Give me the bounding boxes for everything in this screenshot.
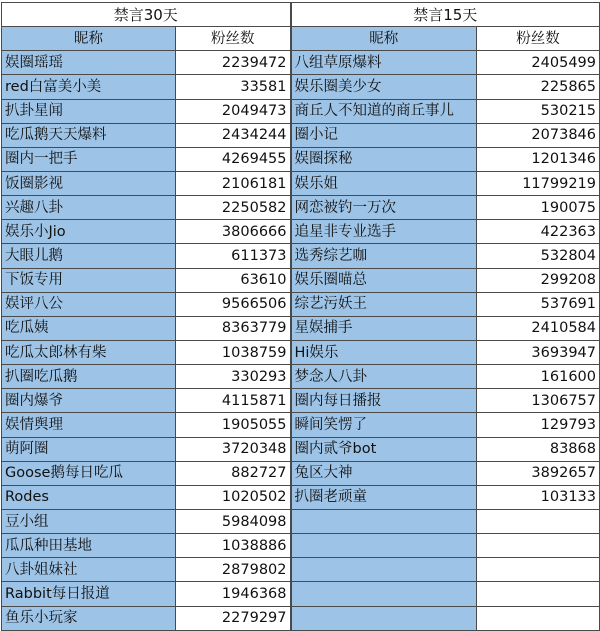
fans-count-cell-left: 330293 (176, 365, 291, 389)
nickname-cell-left: 萌阿圈 (2, 437, 176, 461)
table-row (2, 509, 600, 533)
nickname-cell-left: 鱼乐小玩家 (2, 606, 176, 630)
fans-count-cell-right: 3693947 (477, 340, 600, 364)
table-row (2, 340, 600, 364)
fans-count-cell-left: 33581 (176, 75, 291, 99)
nickname-cell-left: Goose鹅每日吃瓜 (2, 461, 176, 485)
empty-cell (477, 509, 600, 533)
empty-cell (291, 582, 477, 606)
fans-count-cell-left: 2049473 (176, 99, 291, 123)
fans-count-cell-left: 8363779 (176, 316, 291, 340)
nickname-cell-right: 娱乐圈美少女 (291, 75, 477, 99)
table-row (2, 558, 600, 582)
ban-list-table (1, 2, 600, 631)
nickname-cell-left: 下饭专用 (2, 268, 176, 292)
nickname-cell-right: 星娱捕手 (291, 316, 477, 340)
empty-cell (477, 534, 600, 558)
table-row (2, 244, 600, 268)
fans-count-cell-left: 4269455 (176, 147, 291, 171)
column-header-nickname-right: 昵称 (291, 27, 477, 51)
fans-count-cell-right: 530215 (477, 99, 600, 123)
fans-count-cell-left: 2239472 (176, 51, 291, 75)
nickname-cell-left: 吃瓜姨 (2, 316, 176, 340)
fans-count-cell-right: 532804 (477, 244, 600, 268)
nickname-cell-left: 吃瓜太郎林有柴 (2, 340, 176, 364)
fans-count-cell-right: 161600 (477, 365, 600, 389)
nickname-cell-left: 八卦姐妹社 (2, 558, 176, 582)
table-row (2, 365, 600, 389)
fans-count-cell-left: 611373 (176, 244, 291, 268)
fans-count-cell-right: 225865 (477, 75, 600, 99)
fans-count-cell-left: 2250582 (176, 196, 291, 220)
column-header-fans-right: 粉丝数 (477, 27, 600, 51)
table-row (2, 316, 600, 340)
table-row (2, 99, 600, 123)
table-row (2, 413, 600, 437)
fans-count-cell-left: 2279297 (176, 606, 291, 630)
nickname-cell-left: Rabbit每日报道 (2, 582, 176, 606)
column-header-row (2, 27, 600, 51)
fans-count-cell-left: 2434244 (176, 123, 291, 147)
nickname-cell-left: 娱评八公 (2, 292, 176, 316)
fans-count-cell-right: 2410584 (477, 316, 600, 340)
table-row (2, 220, 600, 244)
nickname-cell-right: 梦念人八卦 (291, 365, 477, 389)
nickname-cell-right: 娱乐姐 (291, 171, 477, 195)
fans-count-cell-right: 2073846 (477, 123, 600, 147)
fans-count-cell-left: 1905055 (176, 413, 291, 437)
nickname-cell-left: 娱情舆理 (2, 413, 176, 437)
nickname-cell-right: 娱乐圈喵总 (291, 268, 477, 292)
nickname-cell-left: red白富美小美 (2, 75, 176, 99)
nickname-cell-right: 瞬间笑愣了 (291, 413, 477, 437)
nickname-cell-right: 商丘人不知道的商丘事儿 (291, 99, 477, 123)
column-header-nickname-left: 昵称 (2, 27, 176, 51)
fans-count-cell-right: 3892657 (477, 461, 600, 485)
nickname-cell-left: 饭圈影视 (2, 171, 176, 195)
fans-count-cell-right: 537691 (477, 292, 600, 316)
nickname-cell-right: 网恋被钓一万次 (291, 196, 477, 220)
nickname-cell-left: 娱圈瑶瑶 (2, 51, 176, 75)
fans-count-cell-left: 882727 (176, 461, 291, 485)
nickname-cell-left: 扒圈吃瓜鹅 (2, 365, 176, 389)
table-row (2, 292, 600, 316)
group-header-row (2, 3, 600, 27)
empty-cell (291, 558, 477, 582)
nickname-cell-right: 圈小记 (291, 123, 477, 147)
empty-cell (477, 582, 600, 606)
table-row (2, 485, 600, 509)
nickname-cell-right: 追星非专业选手 (291, 220, 477, 244)
nickname-cell-right: 兔区大神 (291, 461, 477, 485)
empty-cell (291, 534, 477, 558)
fans-count-cell-left: 2106181 (176, 171, 291, 195)
nickname-cell-right: 圈内每日播报 (291, 389, 477, 413)
empty-cell (477, 558, 600, 582)
fans-count-cell-right: 129793 (477, 413, 600, 437)
nickname-cell-left: 豆小组 (2, 509, 176, 533)
fans-count-cell-left: 3720348 (176, 437, 291, 461)
table-row (2, 389, 600, 413)
fans-count-cell-right: 422363 (477, 220, 600, 244)
nickname-cell-left: 娱乐小Jio (2, 220, 176, 244)
fans-count-cell-right: 190075 (477, 196, 600, 220)
table-row (2, 268, 600, 292)
empty-cell (477, 606, 600, 630)
group-title-15-days: 禁言15天 (291, 3, 600, 27)
table-row (2, 75, 600, 99)
fans-count-cell-right: 103133 (477, 485, 600, 509)
group-title-30-days: 禁言30天 (2, 3, 291, 27)
fans-count-cell-right: 83868 (477, 437, 600, 461)
nickname-cell-right: 圈内贰爷bot (291, 437, 477, 461)
nickname-cell-left: 圈内爆爷 (2, 389, 176, 413)
ban-list-body (2, 51, 600, 630)
empty-cell (291, 606, 477, 630)
fans-count-cell-left: 1946368 (176, 582, 291, 606)
nickname-cell-left: 瓜瓜种田基地 (2, 534, 176, 558)
table-row (2, 147, 600, 171)
fans-count-cell-left: 1038759 (176, 340, 291, 364)
fans-count-cell-left: 3806666 (176, 220, 291, 244)
table-row (2, 123, 600, 147)
nickname-cell-left: 大眼儿鹅 (2, 244, 176, 268)
fans-count-cell-left: 9566506 (176, 292, 291, 316)
fans-count-cell-right: 1201346 (477, 147, 600, 171)
table-row (2, 196, 600, 220)
nickname-cell-right: Hi娱乐 (291, 340, 477, 364)
nickname-cell-right: 扒圈老顽童 (291, 485, 477, 509)
fans-count-cell-left: 5984098 (176, 509, 291, 533)
fans-count-cell-right: 1306757 (477, 389, 600, 413)
fans-count-cell-left: 2879802 (176, 558, 291, 582)
fans-count-cell-right: 11799219 (477, 171, 600, 195)
fans-count-cell-right: 299208 (477, 268, 600, 292)
table-row (2, 437, 600, 461)
column-header-fans-left: 粉丝数 (176, 27, 291, 51)
table-row (2, 582, 600, 606)
nickname-cell-left: 圈内一把手 (2, 147, 176, 171)
nickname-cell-right: 娱圈探秘 (291, 147, 477, 171)
fans-count-cell-left: 1020502 (176, 485, 291, 509)
table-row (2, 534, 600, 558)
fans-count-cell-left: 63610 (176, 268, 291, 292)
fans-count-cell-left: 1038886 (176, 534, 291, 558)
table-row (2, 51, 600, 75)
nickname-cell-left: 吃瓜鹅天天爆料 (2, 123, 176, 147)
nickname-cell-right: 选秀综艺咖 (291, 244, 477, 268)
table-row (2, 171, 600, 195)
fans-count-cell-left: 4115871 (176, 389, 291, 413)
nickname-cell-right: 八组草原爆料 (291, 51, 477, 75)
nickname-cell-left: 兴趣八卦 (2, 196, 176, 220)
empty-cell (291, 509, 477, 533)
table-row (2, 606, 600, 630)
nickname-cell-right: 综艺污妖王 (291, 292, 477, 316)
nickname-cell-left: 扒卦星闻 (2, 99, 176, 123)
fans-count-cell-right: 2405499 (477, 51, 600, 75)
table-row (2, 461, 600, 485)
nickname-cell-left: Rodes (2, 485, 176, 509)
